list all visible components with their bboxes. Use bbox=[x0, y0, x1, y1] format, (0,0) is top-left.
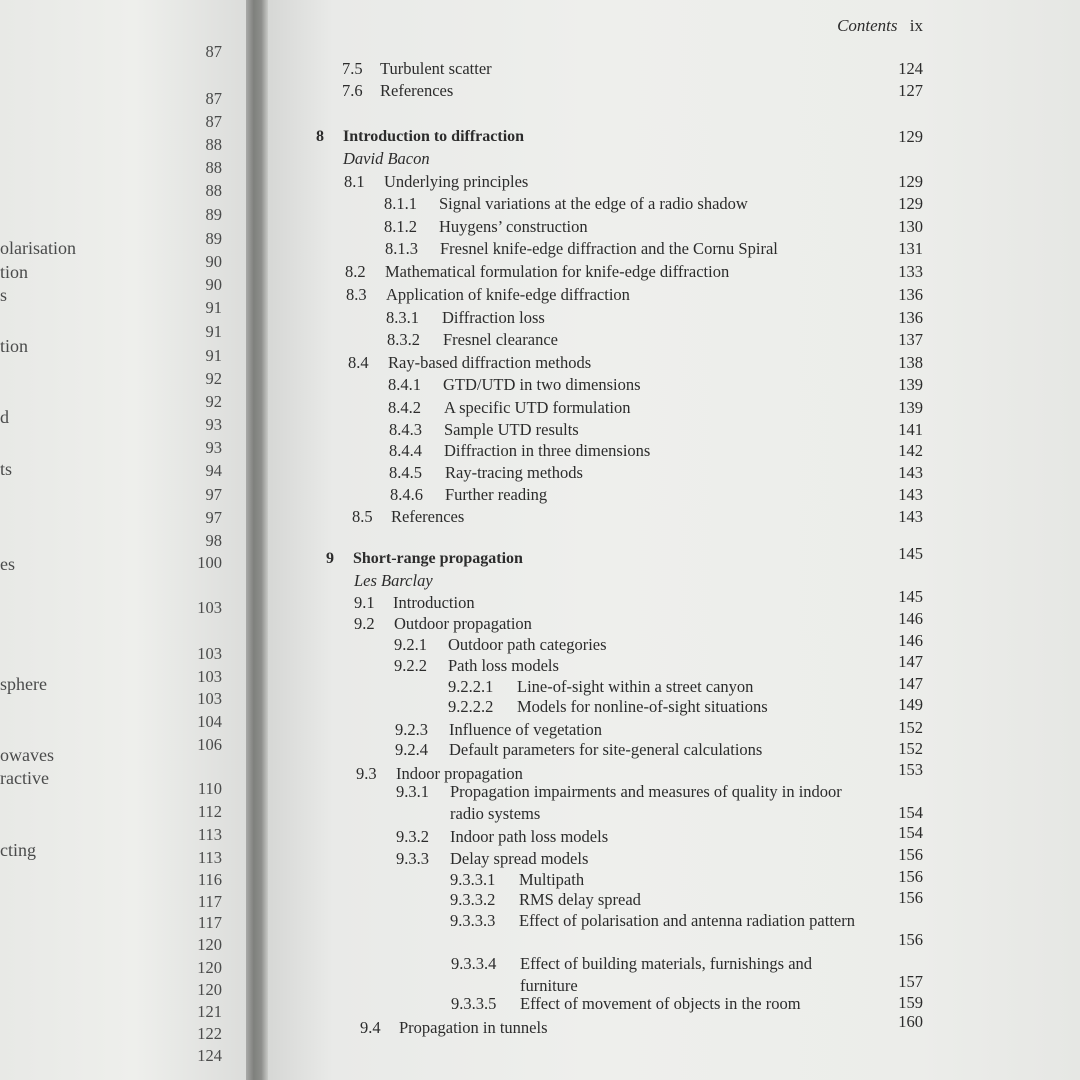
toc-title: GTD/UTD in two dimensions bbox=[443, 375, 641, 394]
toc-number: 8.3.2 bbox=[387, 330, 420, 349]
toc-entry bbox=[268, 216, 1080, 240]
toc-entry bbox=[268, 352, 1080, 376]
toc-page: 136 bbox=[898, 308, 923, 327]
toc-entry bbox=[268, 506, 1080, 530]
toc-entry bbox=[268, 781, 1080, 827]
left-page-number: 120 bbox=[197, 958, 222, 977]
left-page-number: 97 bbox=[205, 485, 222, 504]
toc-title: Sample UTD results bbox=[444, 420, 579, 439]
toc-page: 139 bbox=[898, 375, 923, 394]
toc-title: Underlying principles bbox=[384, 172, 529, 191]
toc-page: 129 bbox=[898, 194, 923, 213]
toc-title: Mathematical formulation for knife-edge diffraction bbox=[385, 262, 730, 281]
toc-title: Signal variations at the edge of a radio shadow bbox=[439, 194, 748, 213]
toc-title: Application of knife-edge diffraction bbox=[386, 285, 630, 304]
toc-number: 9.2.2.2 bbox=[448, 697, 494, 716]
toc-entry bbox=[268, 1012, 1080, 1041]
toc-chapter-entry bbox=[268, 126, 1080, 150]
toc-page: 136 bbox=[898, 285, 923, 304]
book-gutter bbox=[246, 0, 268, 1080]
toc-chapter-author: Les Barclay bbox=[354, 571, 433, 590]
left-page-number: 104 bbox=[197, 712, 222, 731]
toc-number: 8.4.5 bbox=[389, 463, 422, 482]
left-page-number: 98 bbox=[205, 531, 222, 550]
toc-number: 9.2.3 bbox=[395, 720, 428, 739]
toc-entry bbox=[268, 307, 1080, 331]
toc-number: 7.5 bbox=[342, 59, 363, 78]
left-page bbox=[0, 0, 246, 1080]
toc-title: Propagation in tunnels bbox=[399, 1018, 548, 1037]
left-page-number: 97 bbox=[205, 508, 222, 527]
toc-entry bbox=[268, 261, 1080, 285]
toc-page: 160 bbox=[898, 1012, 923, 1031]
toc-number: 9.3.3 bbox=[396, 849, 429, 868]
toc-number: 8.1.2 bbox=[384, 217, 417, 236]
left-page-number: 89 bbox=[205, 229, 222, 248]
left-page-number: 87 bbox=[205, 112, 222, 131]
toc-page: 147 bbox=[898, 652, 923, 671]
toc-page: 156 bbox=[898, 888, 923, 907]
toc-title: Effect of polarisation and antenna radiation pattern bbox=[519, 911, 855, 930]
toc-entry bbox=[268, 484, 1080, 508]
toc-number: 9.1 bbox=[354, 593, 375, 612]
toc-page: 157 bbox=[898, 972, 923, 991]
left-page-number: 121 bbox=[197, 1002, 222, 1021]
toc-entry bbox=[268, 374, 1080, 398]
toc-number: 9.2.2.1 bbox=[448, 677, 494, 696]
toc-title: Further reading bbox=[445, 485, 548, 504]
toc-title: Introduction bbox=[393, 593, 475, 612]
left-page-number: 90 bbox=[205, 275, 222, 294]
toc-page: 139 bbox=[898, 398, 923, 417]
left-page-number: 110 bbox=[197, 779, 222, 798]
left-page-number: 87 bbox=[205, 42, 222, 61]
left-page-number: 91 bbox=[205, 346, 222, 365]
toc-page: 156 bbox=[898, 867, 923, 886]
toc-page: 156 bbox=[898, 845, 923, 864]
toc-number: 8.4.1 bbox=[388, 375, 421, 394]
toc-number: 8.2 bbox=[345, 262, 366, 281]
right-page bbox=[268, 0, 1080, 1080]
toc-chapter-number: 9 bbox=[326, 550, 334, 567]
left-text-fragment: owaves bbox=[0, 745, 54, 765]
toc-number: 9.3 bbox=[356, 764, 377, 783]
toc-entry bbox=[268, 238, 1080, 262]
left-page-number: 94 bbox=[205, 461, 222, 480]
toc-entry bbox=[268, 58, 1080, 82]
left-page-number: 91 bbox=[205, 298, 222, 317]
toc-title: Outdoor path categories bbox=[448, 635, 607, 654]
toc-page: 152 bbox=[898, 718, 923, 737]
toc-title: Multipath bbox=[519, 870, 585, 889]
toc-title: Ray-tracing methods bbox=[445, 463, 583, 482]
left-text-fragment: ts bbox=[0, 459, 13, 479]
running-header-title: Contents bbox=[837, 16, 898, 35]
toc-number: 9.3.2 bbox=[396, 827, 429, 846]
left-page-number: 92 bbox=[205, 392, 222, 411]
toc-title: Huygens’ construction bbox=[439, 217, 588, 236]
toc-title: Path loss models bbox=[448, 656, 559, 675]
toc-page: 141 bbox=[898, 420, 923, 439]
running-header-page: ix bbox=[909, 16, 923, 35]
toc-number: 8.1.1 bbox=[384, 194, 417, 213]
toc-entry bbox=[268, 284, 1080, 308]
toc-title: Ray-based diffraction methods bbox=[388, 353, 592, 372]
toc-entry bbox=[268, 739, 1080, 763]
toc-entry bbox=[268, 823, 1080, 850]
left-page-number: 90 bbox=[205, 252, 222, 271]
left-page-number: 112 bbox=[197, 802, 222, 821]
toc-page: 149 bbox=[898, 695, 923, 714]
toc-number: 8.5 bbox=[352, 507, 373, 526]
left-page-number: 117 bbox=[197, 913, 222, 932]
toc-title: Propagation impairments and measures of quality in indoor radio systems bbox=[450, 782, 842, 823]
toc-number: 9.3.3.4 bbox=[451, 954, 497, 973]
toc-page: 146 bbox=[898, 609, 923, 628]
toc-entry bbox=[268, 329, 1080, 353]
toc-entry bbox=[268, 696, 1080, 720]
left-page-number: 120 bbox=[197, 980, 222, 999]
toc-number: 9.3.3.3 bbox=[450, 911, 496, 930]
toc-title: Indoor path loss models bbox=[450, 827, 609, 846]
toc-title: A specific UTD formulation bbox=[444, 398, 631, 417]
toc-number: 9.2.4 bbox=[395, 740, 428, 759]
toc-number: 8.4 bbox=[348, 353, 369, 372]
left-page-number: 88 bbox=[205, 181, 222, 200]
toc-page: 154 bbox=[898, 823, 923, 842]
left-page-number: 92 bbox=[205, 369, 222, 388]
toc-number: 8.1.3 bbox=[385, 239, 418, 258]
toc-title: Diffraction in three dimensions bbox=[444, 441, 651, 460]
left-page-number: 124 bbox=[197, 1046, 222, 1065]
toc-title: Diffraction loss bbox=[442, 308, 545, 327]
toc-page: 124 bbox=[898, 59, 923, 78]
left-page-number: 103 bbox=[197, 689, 222, 708]
left-page-number: 103 bbox=[197, 598, 222, 617]
toc-entry bbox=[268, 397, 1080, 421]
left-text-fragment: tion bbox=[0, 262, 29, 282]
toc-page: 145 bbox=[898, 544, 923, 563]
toc-number: 8.4.4 bbox=[389, 441, 422, 460]
toc-chapter-title: Introduction to diffraction bbox=[343, 128, 525, 145]
toc-title: Indoor propagation bbox=[396, 764, 523, 783]
toc-page: 131 bbox=[898, 239, 923, 258]
toc-page: 156 bbox=[898, 930, 923, 949]
toc-number: 9.3.3.5 bbox=[451, 994, 497, 1013]
toc-page: 154 bbox=[898, 803, 923, 822]
toc-page: 142 bbox=[898, 441, 923, 460]
running-header bbox=[837, 16, 923, 36]
left-page-number: 100 bbox=[197, 553, 222, 572]
toc-page: 146 bbox=[898, 631, 923, 650]
toc-number: 9.2 bbox=[354, 614, 375, 633]
toc-number: 8.3 bbox=[346, 285, 367, 304]
left-page-number: 91 bbox=[205, 322, 222, 341]
toc-entry bbox=[268, 462, 1080, 486]
toc-number: 9.3.1 bbox=[396, 782, 429, 801]
toc-title: Influence of vegetation bbox=[449, 720, 603, 739]
left-text-fragment: cting bbox=[0, 840, 36, 860]
left-page-number: 117 bbox=[197, 892, 222, 911]
toc-page: 133 bbox=[898, 262, 923, 281]
toc-title: References bbox=[380, 81, 454, 100]
toc-page: 152 bbox=[898, 739, 923, 758]
toc-page: 143 bbox=[898, 463, 923, 482]
left-page-number: 103 bbox=[197, 667, 222, 686]
toc-title: References bbox=[391, 507, 465, 526]
toc-number: 8.3.1 bbox=[386, 308, 419, 327]
toc-entry bbox=[268, 440, 1080, 464]
toc-title: Effect of movement of objects in the room bbox=[520, 994, 801, 1013]
left-page-number: 122 bbox=[197, 1024, 222, 1043]
toc-number: 7.6 bbox=[342, 81, 363, 100]
toc-page: 137 bbox=[898, 330, 923, 349]
left-page-number: 87 bbox=[205, 89, 222, 108]
toc-chapter-author: David Bacon bbox=[343, 149, 430, 168]
left-text-fragment: olarisation bbox=[0, 238, 76, 258]
toc-title: Fresnel knife-edge diffraction and the Cornu Spiral bbox=[440, 239, 778, 258]
toc-number: 8.4.3 bbox=[389, 420, 422, 439]
left-text-fragment: tion bbox=[0, 336, 29, 356]
toc-title: Fresnel clearance bbox=[443, 330, 558, 349]
toc-page: 159 bbox=[898, 993, 923, 1012]
toc-number: 9.3.3.1 bbox=[450, 870, 496, 889]
toc-entry bbox=[268, 193, 1080, 217]
toc-page: 143 bbox=[898, 485, 923, 504]
toc-number: 8.4.2 bbox=[388, 398, 421, 417]
toc-page: 147 bbox=[898, 674, 923, 693]
left-text-fragment: ractive bbox=[0, 768, 49, 788]
toc-title: Line-of-sight within a street canyon bbox=[517, 677, 754, 696]
left-text-fragment: es bbox=[0, 554, 15, 574]
left-page-number: 93 bbox=[205, 438, 222, 457]
toc-page: 130 bbox=[898, 217, 923, 236]
left-page-number: 88 bbox=[205, 158, 222, 177]
left-text-fragment: s bbox=[0, 285, 8, 305]
toc-title: Delay spread models bbox=[450, 849, 589, 868]
toc-page: 138 bbox=[898, 353, 923, 372]
left-page-number: 106 bbox=[197, 735, 222, 754]
toc-number: 9.4 bbox=[360, 1018, 381, 1037]
toc-entry bbox=[268, 993, 1080, 1017]
left-page-number: 93 bbox=[205, 415, 222, 434]
left-text-fragment: sphere bbox=[0, 674, 47, 694]
toc-title: Turbulent scatter bbox=[380, 59, 492, 78]
toc-page: 153 bbox=[898, 760, 923, 779]
toc-page: 127 bbox=[898, 81, 923, 100]
toc-page: 129 bbox=[898, 127, 923, 146]
toc-chapter-entry bbox=[268, 544, 1080, 572]
left-page-number: 116 bbox=[197, 870, 222, 889]
toc-entry bbox=[268, 910, 1080, 956]
toc-page: 129 bbox=[898, 172, 923, 191]
left-text-fragment: d bbox=[0, 407, 9, 427]
toc-number: 9.2.1 bbox=[394, 635, 427, 654]
toc-chapter-title: Short-range propagation bbox=[353, 550, 523, 567]
left-page-number: 120 bbox=[197, 935, 222, 954]
toc-title: Default parameters for site-general calculations bbox=[449, 740, 763, 759]
toc-title: Outdoor propagation bbox=[394, 614, 532, 633]
left-page-number: 103 bbox=[197, 644, 222, 663]
toc-title: RMS delay spread bbox=[519, 890, 641, 909]
toc-number: 9.3.3.2 bbox=[450, 890, 496, 909]
toc-page: 143 bbox=[898, 507, 923, 526]
left-page-number: 89 bbox=[205, 205, 222, 224]
toc-title: Effect of building materials, furnishings and furniture bbox=[520, 954, 813, 995]
toc-entry bbox=[268, 171, 1080, 195]
left-page-number: 113 bbox=[197, 848, 222, 867]
toc-number: 8.4.6 bbox=[390, 485, 423, 504]
toc-entry bbox=[268, 80, 1080, 104]
left-page-number: 113 bbox=[197, 825, 222, 844]
toc-page: 145 bbox=[898, 587, 923, 606]
left-page-number: 88 bbox=[205, 135, 222, 154]
toc-number: 9.2.2 bbox=[394, 656, 427, 675]
toc-number: 8.1 bbox=[344, 172, 365, 191]
toc-title: Models for nonline-of-sight situations bbox=[517, 697, 768, 716]
toc-chapter-number: 8 bbox=[316, 128, 324, 145]
